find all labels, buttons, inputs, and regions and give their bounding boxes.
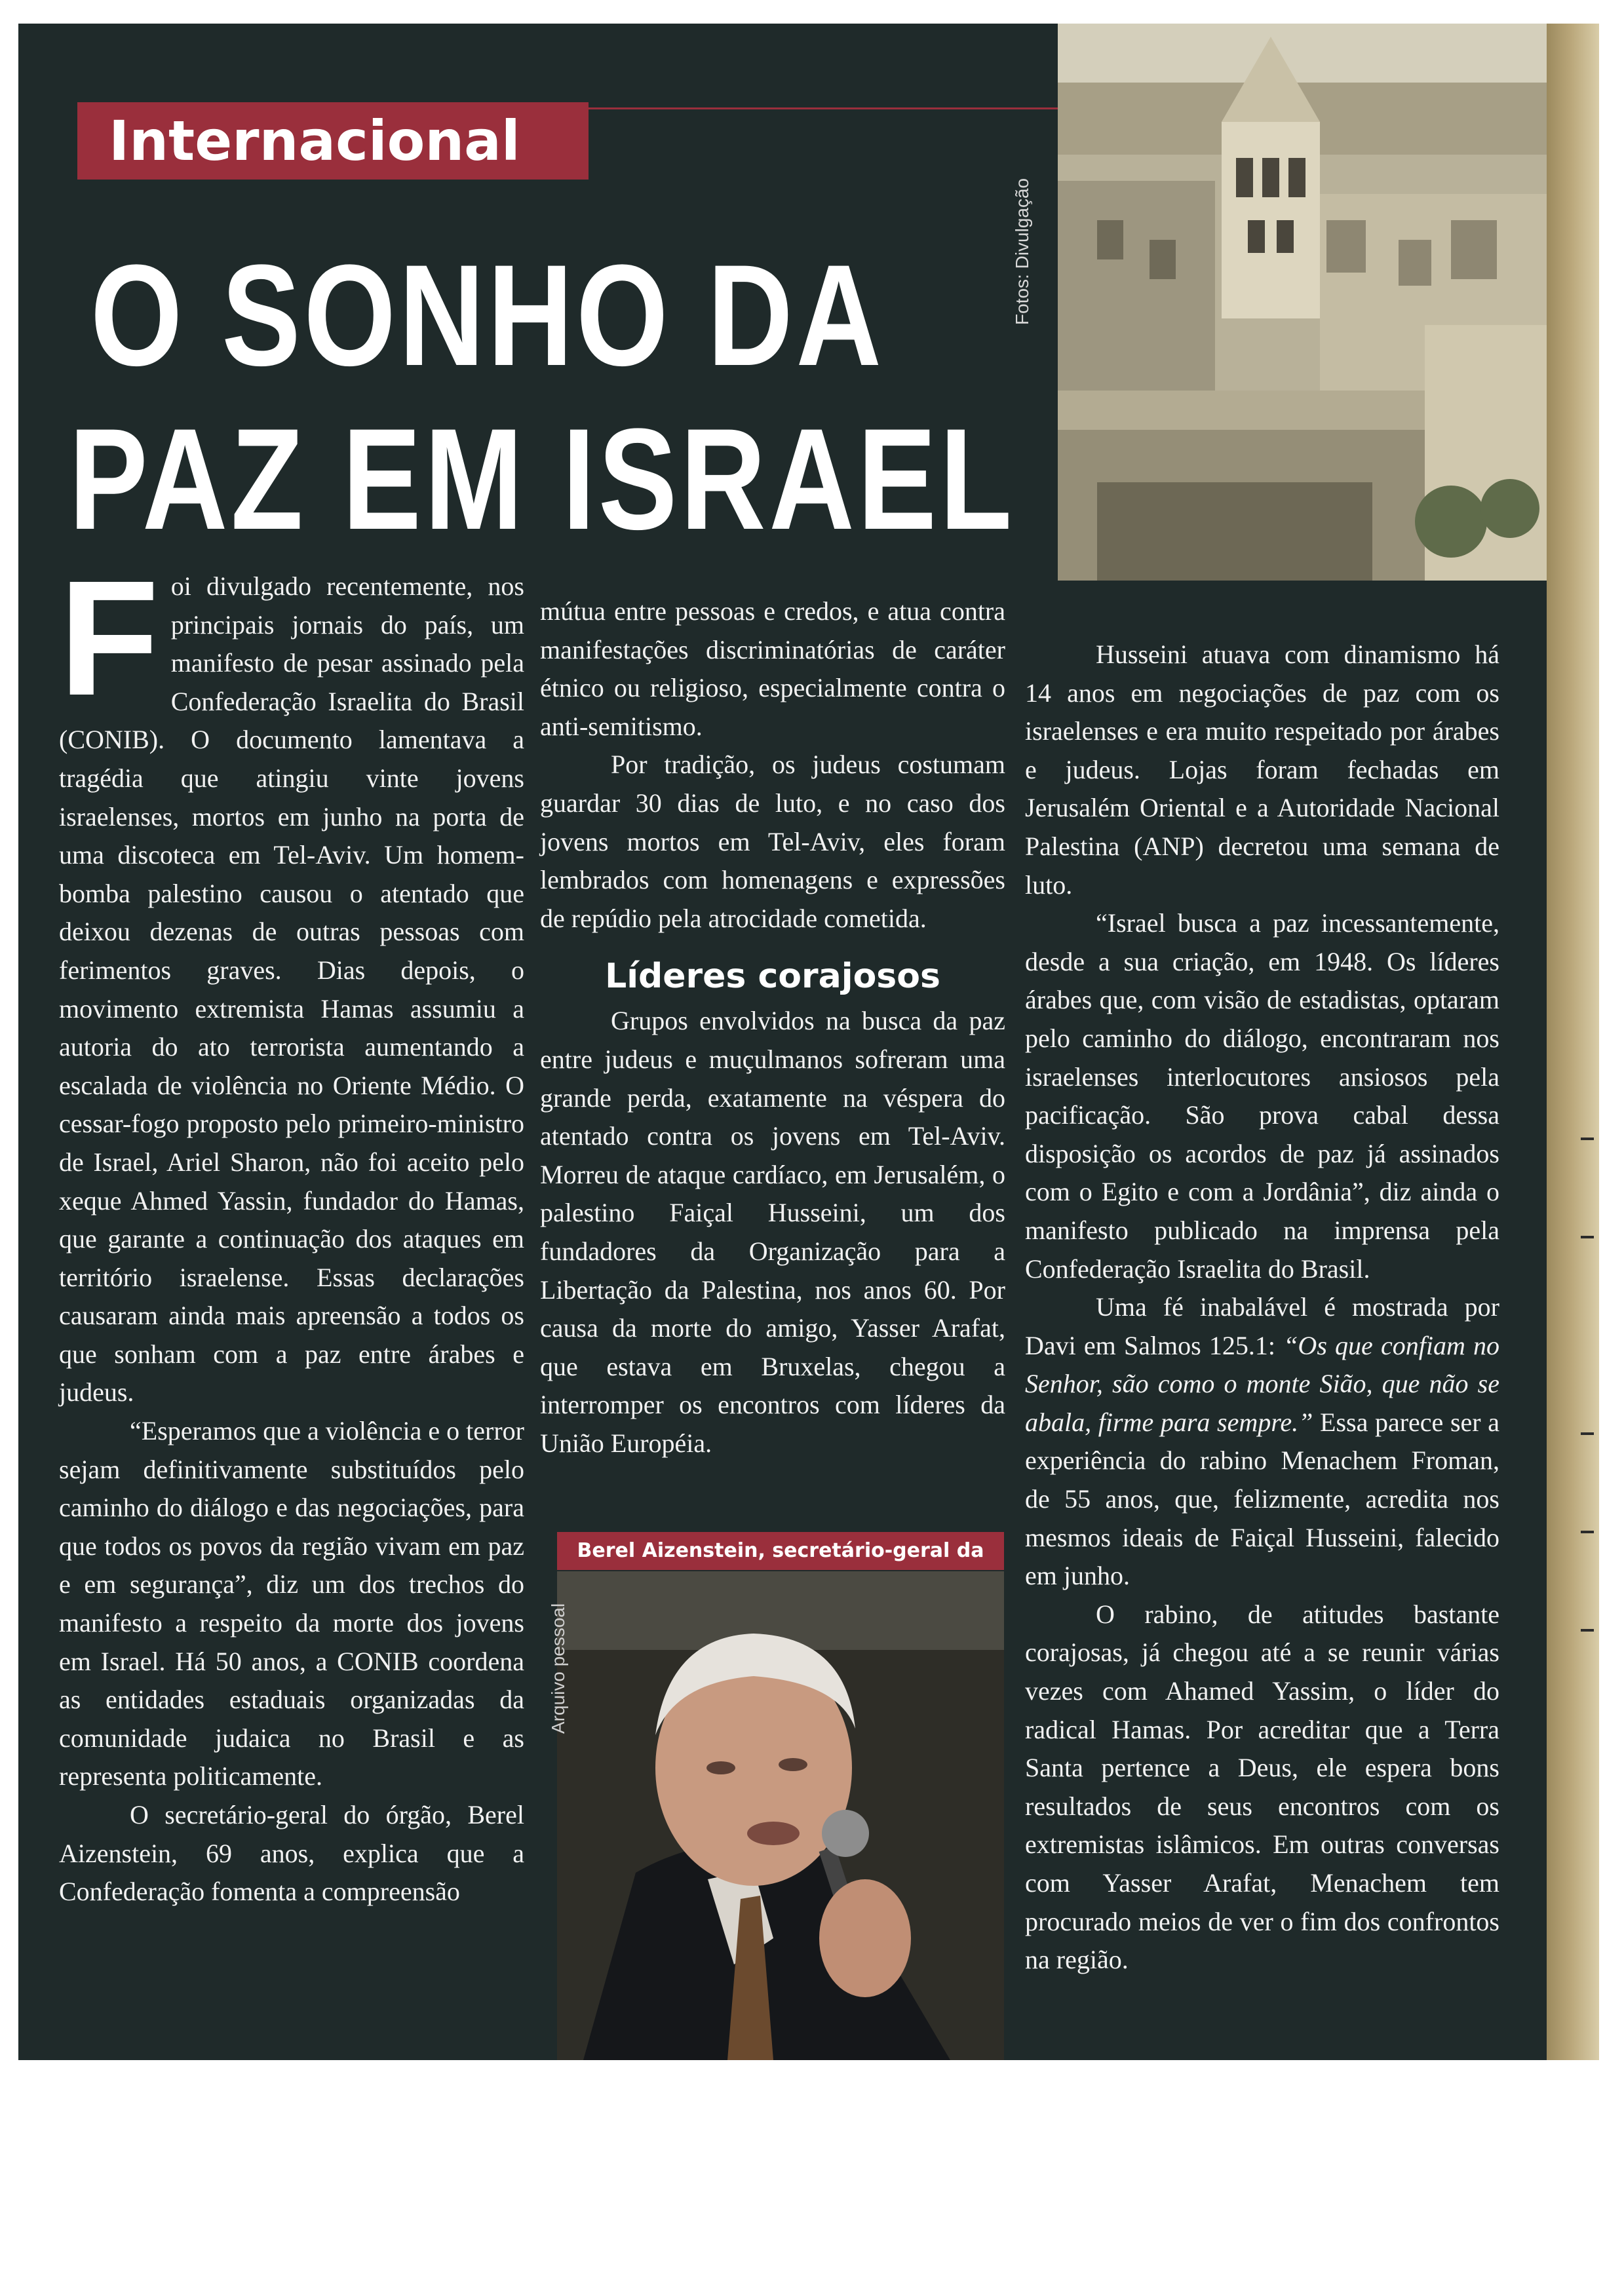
jerusalem-photo — [1058, 24, 1547, 581]
paragraph: “Israel busca a paz incessantemente, desde a sua criação, em 1948. Os líderes árabes que, com visão de estadistas, optaram pelo caminho do diálogo, encontraram nos israelenses interlocutores ansiosos pela pacificação. São prova cabal dessa disposição os acordos de paz já assinados com o Egito e com a Jordânia”, diz ainda o manifesto publicado na imprensa pela Confederação Israelita do Brasil. — [1025, 908, 1499, 1284]
paragraph: O secretário-geral do órgão, Berel Aizenstein, 69 anos, explica que a Confederação fomenta a compreensão — [59, 1800, 524, 1907]
article-column-1 — [59, 546, 524, 1911]
jerusalem-skyline-illustration — [1058, 24, 1547, 581]
paragraph: O rabino, de atitudes bastante corajosas, já chegou até a se reunir várias vezes com Ahamed Yassim, o líder do radical Hamas. Por acreditar que a Terra Santa pertence a Deus, ele espera bons resultados de seus encontros com os extremistas islâmicos. Em outras conversas com Yasser Arafat, Menachem tem procurado meios de ver o fim dos confrontos na região. — [1025, 1599, 1499, 1975]
article-column-3 — [1025, 636, 1499, 1980]
banner-rule — [589, 107, 1058, 109]
magazine-page — [18, 24, 1599, 2060]
headline — [69, 233, 1015, 561]
psalm-quote: “Os que confiam no Senhor, são como o monte Sião, que não se abala, firme para sempre.” — [1025, 1330, 1499, 1437]
paragraph: mútua entre pessoas e credos, e atua contra manifestações discriminatórias de caráter étnico ou religioso, especialmente contra o anti-semitismo. — [540, 596, 1005, 741]
paragraph: Grupos envolvidos na busca da paz entre judeus e muçulmanos sofreram uma grande perda, exatamente na véspera do atentado contra os jovens em Tel-Aviv. Morreu de ataque cardíaco, em Jerusalém, o palestino Faiçal Husseini, um dos fundadores da Organização para a Libertação da Palestina, nos anos 60. Por causa da morte do amigo, Yasser Arafat, que estava em Bruxelas, chegou a interromper os encontros com líderes da União Européia. — [540, 1006, 1005, 1458]
page-margin — [0, 2060, 1624, 2296]
text-span: Essa parece ser a experiência do rabino Menachem Froman, de 55 anos, que, felizmente, acredita nos mesmos ideais de Faiçal Husseini, falecido em junho. — [1025, 1407, 1499, 1591]
subheading: Líderes corajosos — [605, 957, 940, 997]
text-span: Uma fé inabalável é mostrada por Davi em Salmos 125.1: — [1025, 1292, 1499, 1360]
article-column-2 — [540, 592, 1005, 1463]
paragraph — [1025, 1288, 1499, 1596]
headline-line-1: O SONHO DA — [90, 235, 885, 396]
drop-cap: F — [59, 546, 159, 729]
portrait-illustration — [557, 1571, 1004, 2060]
photo-credit-portrait: Arquivo pessoal — [548, 1603, 568, 1734]
photo-caption: Berel Aizenstein, secretário-geral da — [557, 1532, 1004, 1570]
section-label: Internacional — [77, 102, 589, 180]
headline-line-2: PAZ EM ISRAEL — [69, 398, 1015, 560]
paragraph: “Esperamos que a violência e o terror sejam definitivamente substituídos pelo caminho do diálogo e das negociações, para que todos os povos da região vivam em paz e em segurança”, diz um dos trechos do manifesto a respeito da morte dos jovens em Israel. Há 50 anos, a CONIB coordena as entidades estaduais organizadas da comunidade judaica no Brasil e as representa politicamente. — [59, 1416, 524, 1791]
adjacent-page-edge — [1547, 24, 1599, 2060]
portrait-photo — [557, 1571, 1004, 2060]
paragraph: oi divulgado recentemente, nos principais jornais do país, um manifesto de pesar assinado pela Confederação Israelita do Brasil (CONIB). O documento lamentava a tragédia que atingiu vinte jovens israelenses, mortos em junho na porta de uma discoteca em Tel-Aviv. Um homem-bomba palestino causou o atentado que deixou dezenas de outras pessoas com ferimentos graves. Dias depois, o movimento extremista Hamas assumiu a autoria do ato terrorista aumentando a escalada de violência no Oriente Médio. O cessar-fogo proposto pelo primeiro-ministro de Israel, Ariel Sharon, não foi aceito pelo xeque Ahmed Yassin, fundador do Hamas, que garante a continuação dos ataques em território israelense. Essas declarações causaram ainda mais apreensão a todos os que sonham com a paz entre árabes e judeus. — [59, 571, 524, 1407]
paragraph: Por tradição, os judeus costumam guardar 30 dias de luto, e no caso dos jovens mortos em Tel-Aviv, eles foram lembrados com homenagens e expressões de repúdio pela atrocidade cometida. — [540, 750, 1005, 933]
photo-credit-top: Fotos: Divulgação — [1012, 178, 1032, 325]
paragraph: Husseini atuava com dinamismo há 14 anos em negociações de paz com os israelenses e era muito respeitado por árabes e judeus. Lojas foram fechadas em Jerusalém Oriental e a Autoridade Nacional Palestina (ANP) decretou uma semana de luto. — [1025, 640, 1499, 900]
